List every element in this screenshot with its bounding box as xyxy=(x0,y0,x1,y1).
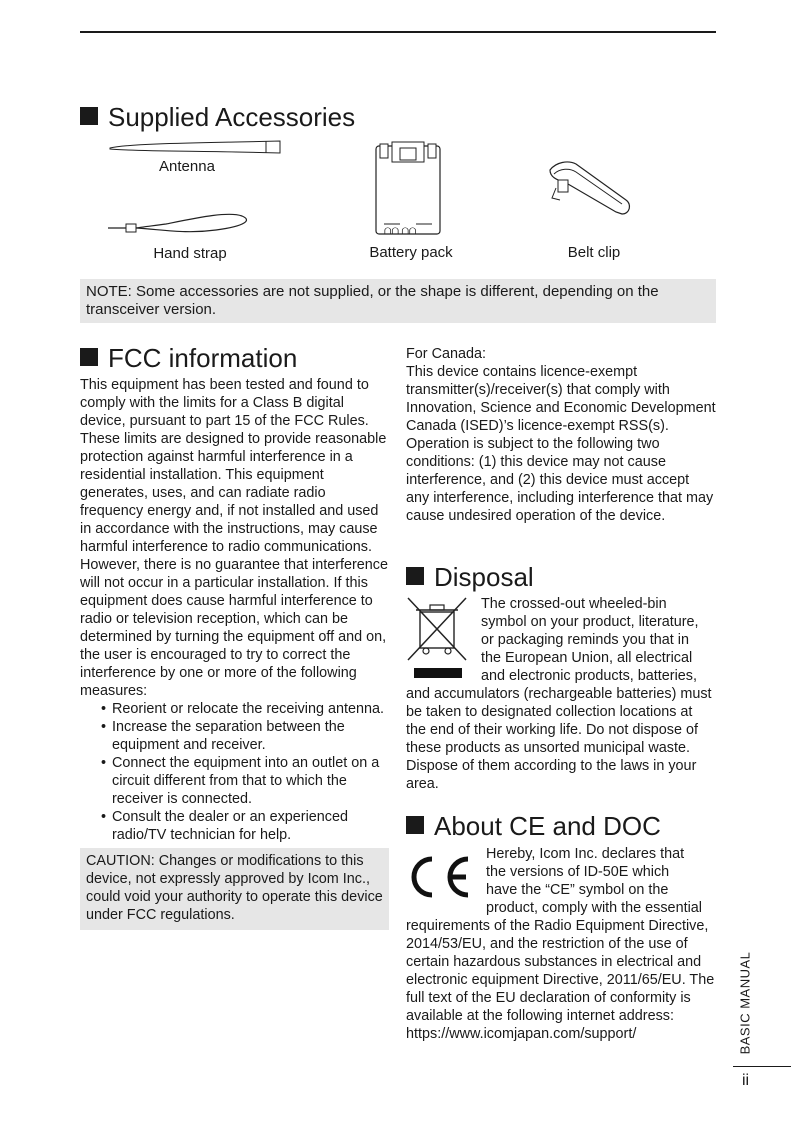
ce-title: About CE and DOC xyxy=(434,811,661,841)
top-rule xyxy=(80,31,716,33)
ce-wrapped-text xyxy=(486,845,716,917)
accessories-note: NOTE: Some accessories are not supplied, or the shape is different, depending on the transceiver version. xyxy=(80,279,716,323)
disposal-line: symbol on your product, literature, xyxy=(481,614,699,630)
disposal-line: the European Union, all electrical xyxy=(481,650,693,666)
canada-block xyxy=(406,345,716,525)
disposal-heading xyxy=(406,562,534,592)
hand-strap-illustration xyxy=(106,212,254,242)
disposal-line: The crossed-out wheeled-bin xyxy=(481,596,667,612)
antenna-illustration xyxy=(106,138,286,158)
fcc-body: This equipment has been tested and found to comply with the limits for a Class B digital device, pursuant to part 15 of the FCC Rules. These limits are designed to provide reasonable protection against harmful interference in a residential installation. This equipment generates, uses, and can radiate radio frequency energy and, if not installed and used in accordance with the instructions, may cause harmful interference to radio communications. However, there is no guarantee that interference will not occur in a particular installation. If this equipment does cause harmful interference to radio or television reception, which can be determined by turning the equipment off and on, the user is encouraged to try to correct the interference by one or more of the following measures: xyxy=(80,377,388,699)
disposal-line: and electronic products, batteries, xyxy=(481,668,697,684)
heading-square-icon xyxy=(406,816,424,834)
ce-line: the versions of ID-50E which xyxy=(486,864,670,880)
ce-mark-icon xyxy=(406,853,472,901)
heading-square-icon xyxy=(80,348,98,366)
crossed-bin-icon xyxy=(406,596,470,680)
fcc-heading xyxy=(80,343,297,373)
fcc-measures-list xyxy=(80,700,392,844)
heading-square-icon xyxy=(80,107,98,125)
ce-body: requirements of the Radio Equipment Directive, 2014/53/EU, and the restriction of the use of certain hazardous substances in electrical and electronic equipment Directive, 2011/65/EU. The full text of the EU declaration of conformity is available at the following internet address: https://www.icomjapan.com/support/ xyxy=(406,918,715,1042)
disposal-body: and accumulators (rechargeable batteries) must be taken to designated collection locations at the end of their working life. Do not dispose of these products as unsorted municipal waste. Dispose of them according to the laws in your area. xyxy=(406,686,712,792)
accessories-title: Supplied Accessories xyxy=(108,102,356,132)
side-label xyxy=(733,953,757,1053)
fcc-body-block xyxy=(80,376,392,844)
battery-pack-caption: Battery pack xyxy=(369,244,453,261)
disposal-line: or packaging reminds you that in xyxy=(481,632,689,648)
antenna-caption: Antenna xyxy=(159,158,215,175)
list-item: • Connect the equipment into an outlet on a circuit different from that to which the receiver is connected. xyxy=(80,754,392,808)
disposal-wrapped-text xyxy=(481,595,717,685)
fcc-title: FCC information xyxy=(108,343,298,373)
side-label-text: BASIC MANUAL xyxy=(737,951,753,1055)
accessories-heading xyxy=(80,102,355,132)
hand-strap-caption: Hand strap xyxy=(153,245,227,262)
list-item: • Increase the separation between the equipment and receiver. xyxy=(80,718,392,754)
page-number: ii xyxy=(742,1072,750,1089)
ce-line: have the “CE” symbol on the xyxy=(486,882,669,898)
heading-square-icon xyxy=(406,567,424,585)
footer-rule xyxy=(733,1066,791,1067)
battery-pack-illustration xyxy=(370,138,446,238)
canada-body: This device contains licence-exempt transmitter(s)/receiver(s) that comply with Innovation, Science and Economic Development Canada (ISED)’s licence-exempt RSS(s). Operation is subject to the following two conditions: (1) this device may not cause interference, and (2) this device must accept any interference, including interference that may cause undesired operation of the device. xyxy=(406,364,716,524)
ce-heading xyxy=(406,811,661,841)
canada-heading: For Canada: xyxy=(406,346,486,362)
list-item: • Consult the dealer or an experienced radio/TV technician for help. xyxy=(80,808,392,844)
belt-clip-caption: Belt clip xyxy=(567,244,621,261)
fcc-caution: CAUTION: Changes or modifications to this device, not expressly approved by Icom Inc., could void your authority to operate this device under FCC regulations. xyxy=(80,848,389,930)
ce-line: product, comply with the essential xyxy=(486,900,702,916)
list-item: • Reorient or relocate the receiving antenna. xyxy=(80,700,392,718)
ce-line: Hereby, Icom Inc. declares that xyxy=(486,846,685,862)
belt-clip-illustration xyxy=(542,158,634,220)
svg-text:ᗝᗝ ᗝᗝ: ᗝᗝ ᗝᗝ xyxy=(384,226,417,236)
disposal-title: Disposal xyxy=(434,562,534,592)
